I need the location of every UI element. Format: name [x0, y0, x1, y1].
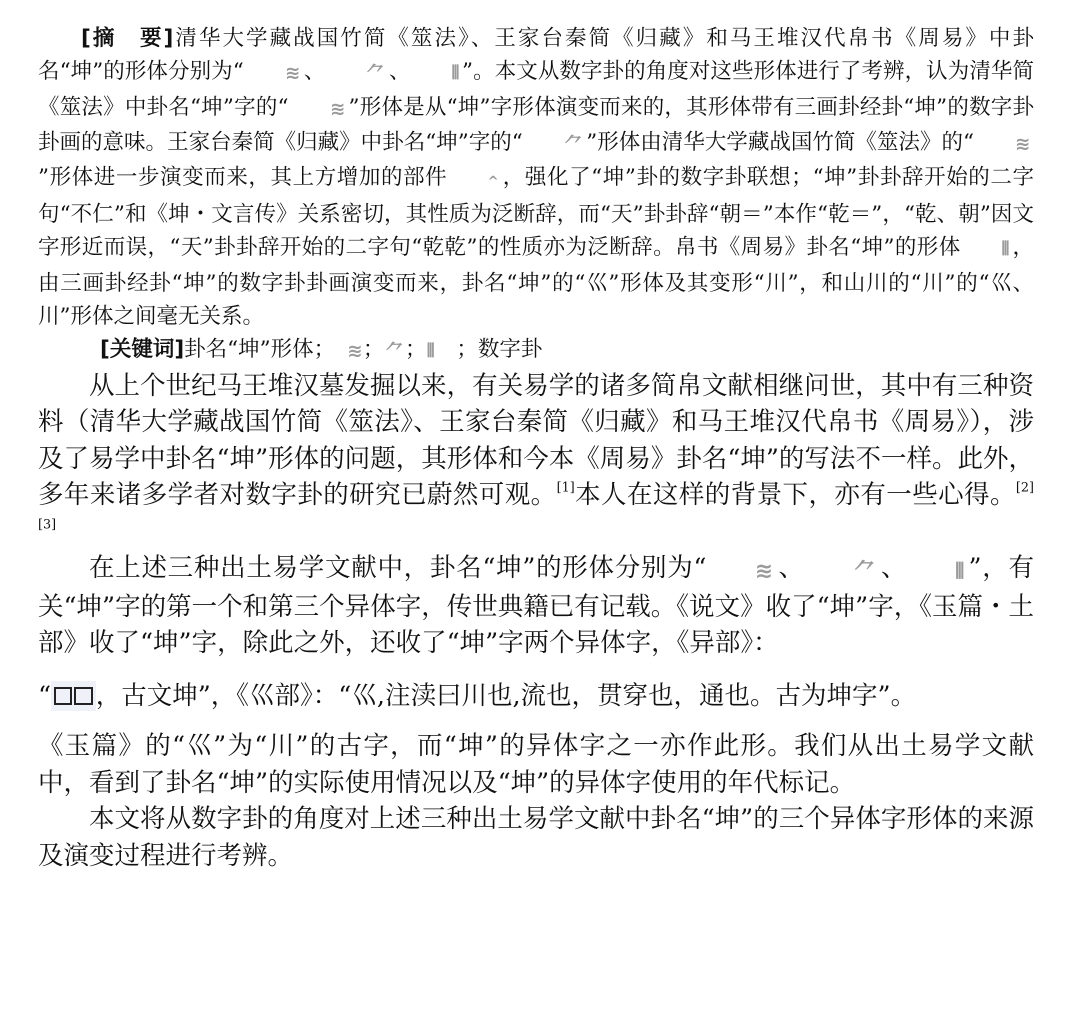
shifa-kun-glyph: ≋: [1015, 133, 1030, 156]
abstract-separator: 、: [303, 59, 326, 85]
missing-glyph-box: [54, 687, 72, 705]
shifa-kun-glyph: ≋: [347, 340, 362, 363]
keywords-label: [关键词]: [100, 336, 185, 362]
body-quote-line: [38, 678, 1034, 714]
reference-2-3[interactable]: [2][3]: [38, 480, 1034, 533]
keywords-line: [38, 333, 1034, 368]
abstract-text-5: ”形体进一步演变而来，其上方增加的部件: [38, 165, 448, 191]
body-paragraph-2: [38, 550, 1034, 662]
body-text: 从上个世纪马王堆汉墓发掘以来，有关易学的诸多简帛文献相继问世，其中有三种资料（清华大学藏战国竹简《筮法》、王家台秦简《归藏》和马王堆汉代帛书《周易》），涉及了易学中卦名“坤”形体的问题，其形体和今本《周易》卦名“坤”的写法不一样。此外，多年来诸多学者对数字卦的研究已蔚然可观。: [38, 371, 1034, 511]
abstract-separator: 、: [388, 59, 411, 85]
abstract-text-2: ”。本文从数字卦的角度对这些形体进行了考辨，认为清华简《筮法》中卦名“坤”字的“: [38, 59, 1034, 120]
body-text: ”，有关“坤”字的第一个和第三个异体字，传世典籍已有记载。《说文》收了“坤”字，《玉篇・土部》收了“坤”字，除此之外，还收了“坤”字两个异体字，《异部》：: [38, 553, 1034, 659]
abstract-text-7: ，由三画卦经卦“坤”的数字卦卦画演变而来，卦名“坤”的“巛”形体及其变形“川”，和山川的“川”的“巛、川”形体之间毫无关系。: [38, 235, 1034, 329]
shifa-kun-glyph: ≋: [329, 98, 345, 120]
missing-glyph-boxes: [51, 681, 96, 711]
paper-page: [38, 22, 1034, 874]
guizang-kun-glyph: ⺈: [366, 63, 385, 85]
body-text: 本人在这样的背景下，亦有一些心得。: [574, 480, 1016, 511]
body-separator: 、: [880, 553, 908, 584]
guizang-kun-glyph: ⺈: [564, 133, 582, 156]
abstract-paragraph: [38, 22, 1034, 333]
keywords-text-2: ；数字卦: [434, 336, 543, 362]
guizang-kun-glyph: ⺈: [853, 557, 875, 584]
guizang-kun-glyph: ⺈: [385, 340, 404, 363]
body-text: 本文将从数字卦的角度对上述三种出土易学文献中卦名“坤”的三个异体字形体的来源及演变过程进行考辨。: [38, 804, 1034, 871]
body-paragraph-4: [38, 801, 1034, 874]
body-text: 在上述三种出土易学文献中，卦名“坤”的形体分别为“: [89, 553, 707, 584]
keywords-text-1: 卦名“坤”形体；: [184, 336, 346, 362]
body-text: 《玉篇》的“巛”为“川”的古字，而“坤”的异体字之一亦作此形。我们从出土易学文献中，看到了卦名“坤”的实际使用情况以及“坤”的异体字使用的年代标记。: [38, 731, 1034, 798]
zhouyi-kun-glyph: ⦀: [450, 63, 459, 85]
body-separator: 、: [777, 553, 805, 584]
body-paragraph-3: [38, 728, 1034, 801]
shifa-kun-glyph: ≋: [755, 557, 773, 584]
keywords-separator: ；: [404, 336, 427, 362]
abstract-text-1: 清华大学藏战国竹简《筮法》、王家台秦简《归藏》和马王堆汉代帛书《周易》中卦名“坤”的形体分别为“: [38, 26, 1034, 85]
reference-1[interactable]: [1]: [556, 480, 575, 496]
body-paragraph-1: [38, 368, 1034, 550]
shifa-kun-glyph: ≋: [284, 63, 300, 85]
zhouyi-kun-glyph: ⦀: [427, 340, 435, 363]
zhouyi-kun-glyph: ⦀: [1001, 239, 1009, 261]
abstract-text-4: ”形体由清华大学藏战国竹简《筮法》的“: [586, 129, 974, 155]
body-text: ，古文坤”，《巛部》：“巛,注渎曰川也,流也，贯穿也，通也。古为坤字”。: [95, 680, 917, 711]
missing-glyph-box: [74, 687, 92, 705]
quote-open: “: [38, 680, 52, 711]
abstract-text-6: ，强化了“坤”卦的数字卦联想；“坤”卦卦辞开始的二字句“不仁”和《坤・文言传》关系密切，其性质为泛断辞，而“天”卦卦辞“朝＝”本作“乾＝”，“乾、朝”因文字形近而误，“天”卦卦辞开始的二字句“乾乾”的性质亦为泛断辞。帛书《周易》卦名“坤”的形体: [38, 165, 1034, 261]
abstract-label: [摘 要]: [81, 26, 174, 51]
abstract-text-3: ”形体是从“坤”字形体演变而来的，其形体带有三画卦经卦“坤”的数字卦卦画的意味。王家台秦简《归藏》中卦名“坤”字的“: [38, 94, 1034, 155]
zhouyi-kun-glyph: ⦀: [955, 557, 964, 584]
keywords-separator: ；: [362, 336, 385, 362]
top-part-glyph: ^: [487, 173, 499, 189]
